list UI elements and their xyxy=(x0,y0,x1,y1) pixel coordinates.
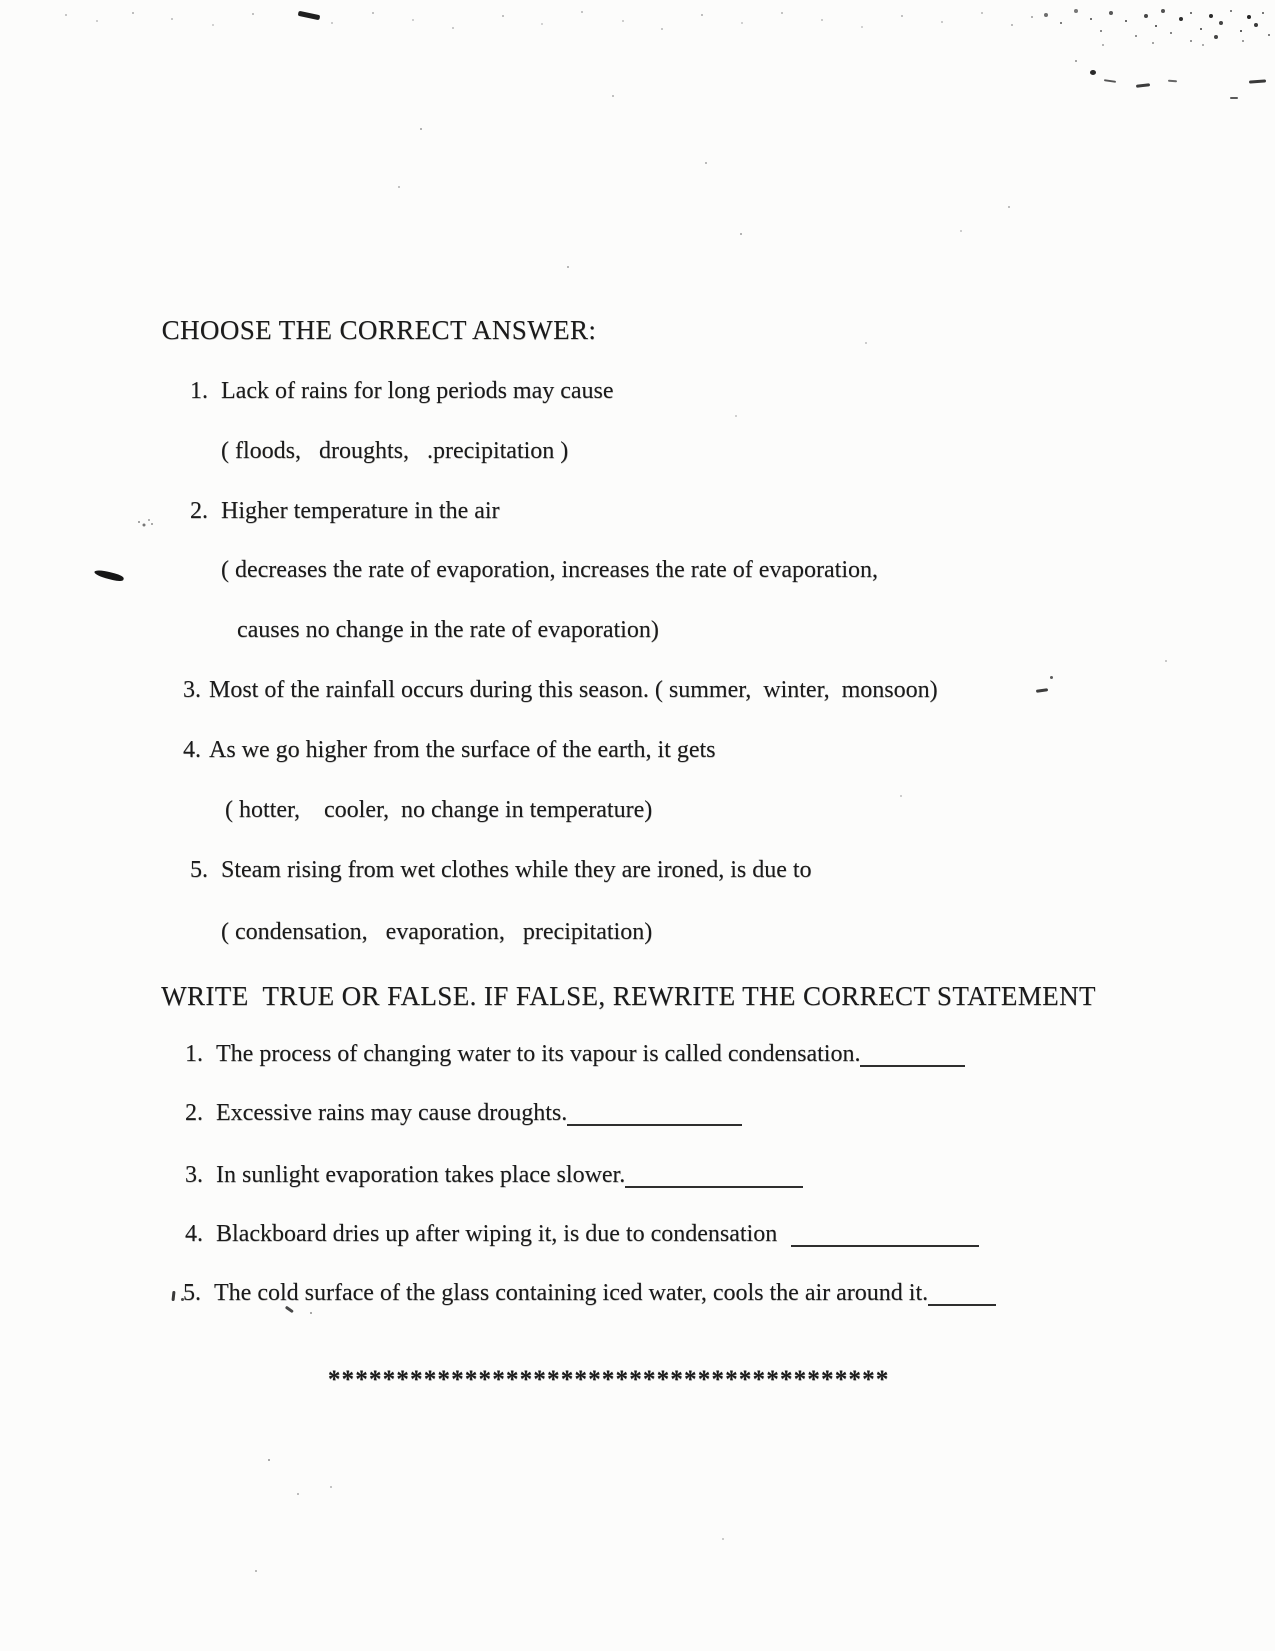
tf-item-4-number: 4. xyxy=(185,1220,203,1247)
scan-mark-topright-dash2 xyxy=(1136,83,1150,87)
mcq-item-2-number: 2. xyxy=(190,497,208,524)
scan-mark-left-comet xyxy=(94,568,125,582)
mcq-choices-5-text: ( condensation, evaporation, precipitation) xyxy=(221,918,653,945)
mcq-item-5-number: 5. xyxy=(190,856,208,883)
mcq-item-2-text: Higher temperature in the air xyxy=(221,497,500,524)
tf-item-1-answer-blank xyxy=(860,1063,965,1067)
mcq-item-4-number: 4. xyxy=(183,736,201,763)
tf-item-5 xyxy=(159,1252,996,1335)
footer-separator-text: ***************************************** xyxy=(327,1365,890,1393)
tf-item-2-text: Excessive rains may cause droughts. xyxy=(216,1099,568,1126)
mcq-item-3-text: Most of the rainfall occurs during this season. ( summer, winter, monsoon) xyxy=(209,676,938,703)
tf-item-5-number: 5. xyxy=(183,1279,201,1306)
tf-item-3-answer-blank xyxy=(625,1184,803,1188)
tf-item-5-answer-blank xyxy=(928,1302,996,1306)
tf-item-1-number: 1. xyxy=(185,1040,203,1067)
scan-mark-top-slash xyxy=(298,11,321,20)
tf-item-1-text: The process of changing water to its vapour is called condensation. xyxy=(216,1040,861,1067)
scan-mark-left-squiggle xyxy=(0,0,2,2)
tf-item-2-answer-blank xyxy=(567,1122,742,1126)
tf-item-3-text: In sunlight evaporation takes place slower. xyxy=(216,1161,626,1188)
scan-mark-topright-dash3 xyxy=(1168,80,1177,83)
scan-mark-topright-dot xyxy=(1090,70,1096,75)
footer-separator xyxy=(298,1337,890,1423)
truefalse-heading-text: WRITE TRUE OR FALSE. IF FALSE, REWRITE THE CORRECT STATEMENT xyxy=(161,981,1096,1012)
tf-item-4-text: Blackboard dries up after wiping it, is due to condensation xyxy=(216,1220,784,1247)
mcq-item-1-number: 1. xyxy=(190,377,208,404)
mcq-item-5-text: Steam rising from wet clothes while they are ironed, is due to xyxy=(221,856,812,883)
mcq-item-4-text: As we go higher from the surface of the earth, it gets xyxy=(209,736,716,763)
mcq-heading-text: CHOOSE THE CORRECT ANSWER: xyxy=(161,315,597,346)
mcq-choices-4-text: ( hotter, cooler, no change in temperature) xyxy=(225,796,653,823)
scan-mark-mid-right-dash xyxy=(1036,688,1048,692)
scan-mark-topright-dash1 xyxy=(1104,79,1116,83)
tf-item-5-text: The cold surface of the glass containing iced water, cools the air around it. xyxy=(214,1279,929,1306)
mcq-item-3-number: 3. xyxy=(183,676,201,703)
scan-mark-mid-right-dot xyxy=(1050,676,1053,679)
mcq-choices-1-text: ( floods, droughts, .precipitation ) xyxy=(221,437,569,464)
scan-mark-right-edge-dash xyxy=(1249,79,1266,83)
tf-item-3-number: 3. xyxy=(185,1161,203,1188)
scan-mark-right-edge-tick xyxy=(1230,97,1238,99)
tf-item-2-number: 2. xyxy=(185,1099,203,1126)
mcq-choices-2-line2-text: causes no change in the rate of evaporation) xyxy=(237,616,659,643)
mcq-choices-2-line1-text: ( decreases the rate of evaporation, increases the rate of evaporation, xyxy=(221,556,878,583)
mcq-item-1-text: Lack of rains for long periods may cause xyxy=(221,377,614,404)
tf-item-4-answer-blank xyxy=(791,1243,979,1247)
